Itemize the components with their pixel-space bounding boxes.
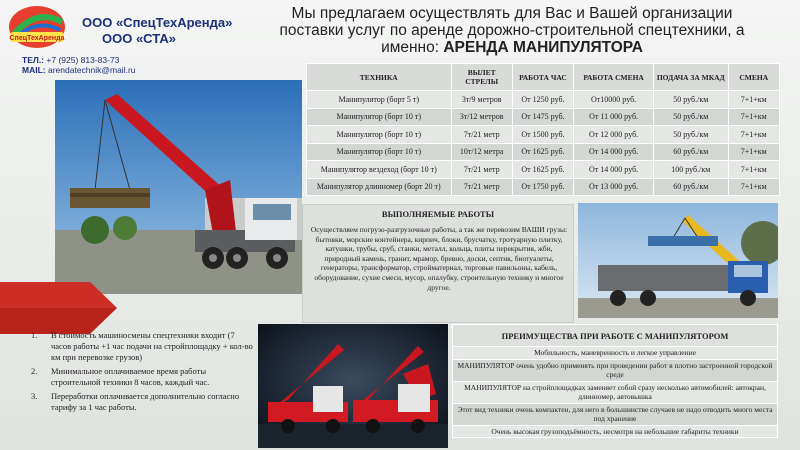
price-table-cell: 7т/21 метр	[451, 126, 512, 144]
price-table-cell: От10000 руб.	[574, 91, 654, 109]
advantage-cell: Очень высокая грузоподъёмность, несмотря на небольшие габариты техники	[453, 425, 778, 438]
contact-phone	[22, 55, 119, 65]
headline-line-3	[252, 39, 772, 56]
works-description: Осуществляем погрузо-разгрузочные работы, а так же перевозим ВАШИ грузы: бытовки, морские контейнера, кирпич, блоки, брусчатку, тротуарную плитку, катушки, трубы, сруб, станки, металл, кольца, плиты перекрытия, жби, природный камень, гранит, мрамор, бревно, доски, септик, биотуалеты, генераторы, трансформатор, стройматериал, торговые павильоны, кабель, оборудование, сухие смеси, мусор, опалубку, строительную технику и многое другое.	[310, 225, 568, 292]
crane-lifting-photo	[578, 203, 778, 318]
price-table-cell: Манипулятор длинномер (борт 20 т)	[307, 178, 452, 196]
crane-truck-photo	[55, 80, 302, 294]
price-table-cell: От 11 000 руб.	[574, 108, 654, 126]
company-name-secondary: ООО «СТА»	[102, 31, 176, 46]
headline-service: АРЕНДА МАНИПУЛЯТОРА	[443, 39, 643, 56]
col-header-machine: ТЕХНИКА	[307, 64, 452, 91]
advantages-title: ПРЕИМУЩЕСТВА ПРИ РАБОТЕ С МАНИПУЛЯТОРОМ	[453, 325, 778, 347]
advantage-cell: Мобильность, маневренность и легкое управление	[453, 347, 778, 360]
price-table-row	[307, 126, 780, 144]
condition-number: 3.	[31, 391, 38, 401]
price-table-cell: 7+1+км	[728, 126, 779, 144]
condition-item	[26, 391, 256, 413]
price-table-cell: От 12 000 руб.	[574, 126, 654, 144]
price-table-cell: 10т/12 метра	[451, 143, 512, 161]
red-arrow-decoration	[0, 282, 117, 334]
company-name-primary: ООО «СпецТехАренда»	[82, 15, 233, 30]
phone-value[interactable]: +7 (925) 813-83-73	[44, 55, 120, 65]
price-table-cell: 7+1+км	[728, 91, 779, 109]
email-value[interactable]: arendatechnik@mail.ru	[45, 65, 136, 75]
col-header-boom: ВЫЛЕТ СТРЕЛЫ	[451, 64, 512, 91]
price-table-cell: 60 руб./км	[654, 178, 728, 196]
works-title: ВЫПОЛНЯЕМЫЕ РАБОТЫ	[381, 209, 495, 219]
advantages-table	[452, 324, 778, 438]
condition-text: В стоимость машиносмены спецтехники входит (7 часов работы +1 час подачи на стройплощадку + кол-во км при перевозке грузов)	[51, 330, 253, 362]
company-logo	[6, 4, 68, 50]
advantages-body	[453, 347, 778, 438]
price-table-cell: Манипулятор (борт 10 т)	[307, 126, 452, 144]
phone-label: ТЕЛ.:	[22, 55, 45, 65]
price-table-row	[307, 178, 780, 196]
headline-line-2: поставки услуг по аренде дорожно-строительной спецтехники, а	[279, 22, 745, 39]
headline	[252, 5, 772, 56]
col-header-shift: РАБОТА СМЕНА	[574, 64, 654, 91]
price-table-cell: 50 руб./км	[654, 126, 728, 144]
advantage-row	[453, 381, 778, 403]
red-trucks-photo	[258, 324, 448, 448]
advantages-header-row	[453, 325, 778, 347]
price-table-cell: От 1625 руб.	[512, 143, 573, 161]
price-table-cell: Манипулятор (борт 10 т)	[307, 108, 452, 126]
price-table-cell: Манипулятор вездеход (борт 10 т)	[307, 161, 452, 179]
condition-item	[26, 366, 256, 388]
price-table-row	[307, 143, 780, 161]
advantage-cell: Этот вид техники очень компактен, для него в большинстве случаев не надо отводить много места под хранение	[453, 403, 778, 425]
headline-line-1: Мы предлагаем осуществлять для Вас и Вашей организации	[291, 5, 733, 22]
price-table-body	[307, 91, 780, 196]
price-table-row	[307, 161, 780, 179]
col-header-delivery: ПОДАЧА ЗА МКАД	[654, 64, 728, 91]
advantage-cell: МАНИПУЛЯТОР очень удобно применять при проведении работ в плотно застроенной городской среде	[453, 359, 778, 381]
advantage-row	[453, 347, 778, 360]
works-panel	[302, 204, 574, 323]
advantage-row	[453, 403, 778, 425]
price-table-cell: 3т/12 метров	[451, 108, 512, 126]
conditions-list	[26, 330, 256, 416]
price-table-cell: 100 руб./км	[654, 161, 728, 179]
price-table-cell: От 1625 руб.	[512, 161, 573, 179]
condition-text: Переработки оплачивается дополнительно согласно тарифу за 1 час работы.	[51, 391, 240, 412]
price-table-cell: 3т/9 метров	[451, 91, 512, 109]
col-header-hour: РАБОТА ЧАС	[512, 64, 573, 91]
price-table-cell: От 14 000 руб.	[574, 161, 654, 179]
condition-text: Минимальное оплачиваемое время работы строительной техники 8 часов, каждый час.	[51, 366, 210, 387]
advantage-row	[453, 425, 778, 438]
condition-number: 2.	[31, 366, 38, 376]
price-table-cell: 7т/21 метр	[451, 178, 512, 196]
price-table-cell: 7+1+км	[728, 143, 779, 161]
price-table	[306, 63, 780, 196]
price-table-cell: 7т/21 метр	[451, 161, 512, 179]
price-table-cell: 7+1+км	[728, 108, 779, 126]
price-table-cell: Манипулятор (борт 5 т)	[307, 91, 452, 109]
price-table-row	[307, 91, 780, 109]
condition-number: 1.	[31, 330, 38, 340]
price-table-cell: 50 руб./км	[654, 91, 728, 109]
price-table-cell: От 13 000 руб.	[574, 178, 654, 196]
price-table-cell: От 1750 руб.	[512, 178, 573, 196]
headline-line-3-prefix: именно:	[381, 39, 444, 56]
price-table-cell: 50 руб./км	[654, 108, 728, 126]
price-table-row	[307, 108, 780, 126]
price-table-header-row	[307, 64, 780, 91]
price-table-cell: 60 руб./км	[654, 143, 728, 161]
col-header-shift-terms: СМЕНА	[728, 64, 779, 91]
advantage-row	[453, 359, 778, 381]
contact-email	[22, 65, 136, 75]
condition-item	[26, 330, 256, 363]
logo-text: СпецТехАренда	[9, 35, 65, 42]
price-table-cell: От 1475 руб.	[512, 108, 573, 126]
price-table-cell: От 1500 руб.	[512, 126, 573, 144]
advantage-cell: МАНИПУЛЯТОР на стройплощадках заменяет собой сразу несколько автомобилей: автокран, длинномер, автовышка	[453, 381, 778, 403]
price-table-cell: 7+1+км	[728, 161, 779, 179]
price-table-cell: 7+1+км	[728, 178, 779, 196]
price-table-cell: От 1250 руб.	[512, 91, 573, 109]
price-table-cell: От 14 000 руб.	[574, 143, 654, 161]
email-label: MAIL:	[22, 65, 46, 75]
price-table-cell: Манипулятор (борт 10 т)	[307, 143, 452, 161]
